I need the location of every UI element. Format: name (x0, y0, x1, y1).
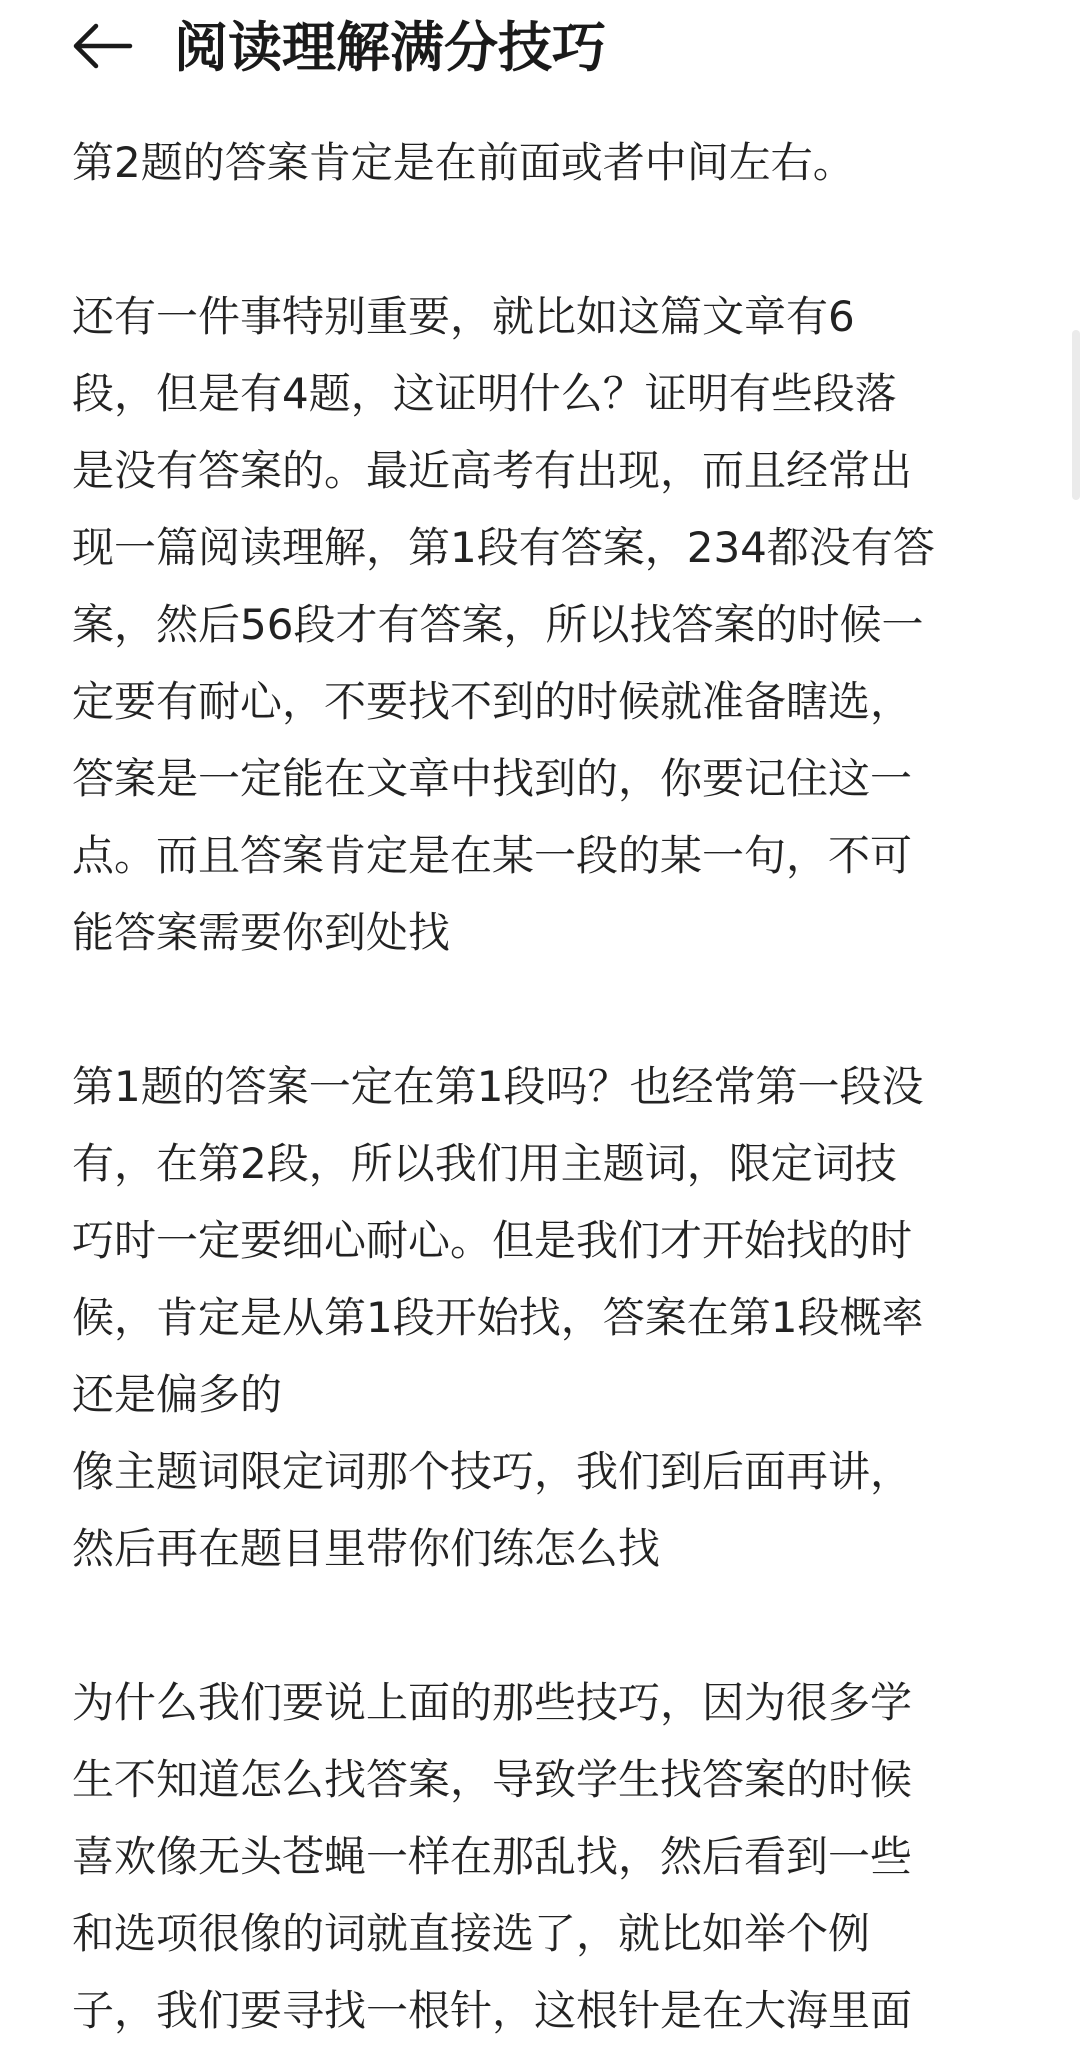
article-line: 生不知道怎么找答案，导致学生找答案的时候 (72, 1755, 913, 1804)
article-line: 定要有耐心，不要找不到的时候就准备瞎选， (72, 677, 913, 726)
article-line: 能答案需要你到处找 (72, 908, 451, 957)
scrollbar[interactable] (1072, 330, 1080, 500)
article-line: 喜欢像无头苍蝇一样在那乱找，然后看到一些 (72, 1832, 913, 1881)
article-line: 子，我们要寻找一根针，这根针是在大海里面 (72, 1986, 913, 2035)
article-line: 候，肯定是从第1段开始找，答案在第1段概率 (72, 1293, 924, 1342)
top-app-bar (0, 0, 1080, 96)
arrow-left-icon (70, 22, 134, 70)
article-line: 段，但是有4题，这证明什么？证明有些段落 (72, 369, 897, 418)
article-line: 巧时一定要细心耐心。但是我们才开始找的时 (72, 1216, 913, 1265)
article-line: 还是偏多的 (72, 1370, 283, 1419)
paragraph-gap (72, 971, 1022, 1048)
article-line: 第2题的答案肯定是在前面或者中间左右。 (72, 138, 855, 187)
article-line: 像主题词限定词那个技巧，我们到后面再讲， (72, 1447, 913, 1496)
article-body (72, 124, 1022, 2049)
back-button[interactable] (64, 10, 140, 82)
article-line: 为什么我们要说上面的那些技巧，因为很多学 (72, 1678, 913, 1727)
article-line: 现一篇阅读理解，第1段有答案，234都没有答 (72, 523, 935, 572)
article-line: 是没有答案的。最近高考有出现，而且经常出 (72, 446, 913, 495)
paragraph-gap (72, 1587, 1022, 1664)
article-line: 有，在第2段，所以我们用主题词，限定词技 (72, 1139, 897, 1188)
article-line: 和选项很像的词就直接选了，就比如举个例 (72, 1909, 871, 1958)
article-line: 第1题的答案一定在第1段吗？也经常第一段没 (72, 1062, 924, 1111)
paragraph-gap (72, 201, 1022, 278)
article-line: 答案是一定能在文章中找到的，你要记住这一 (72, 754, 913, 803)
article-line: 点。而且答案肯定是在某一段的某一句，不可 (72, 831, 913, 880)
page-title: 阅读理解满分技巧 (174, 16, 606, 79)
article-line: 然后再在题目里带你们练怎么找 (72, 1524, 661, 1573)
article-line: 还有一件事特别重要，就比如这篇文章有6 (72, 292, 855, 341)
article-line: 案，然后56段才有答案，所以找答案的时候一 (72, 600, 924, 649)
